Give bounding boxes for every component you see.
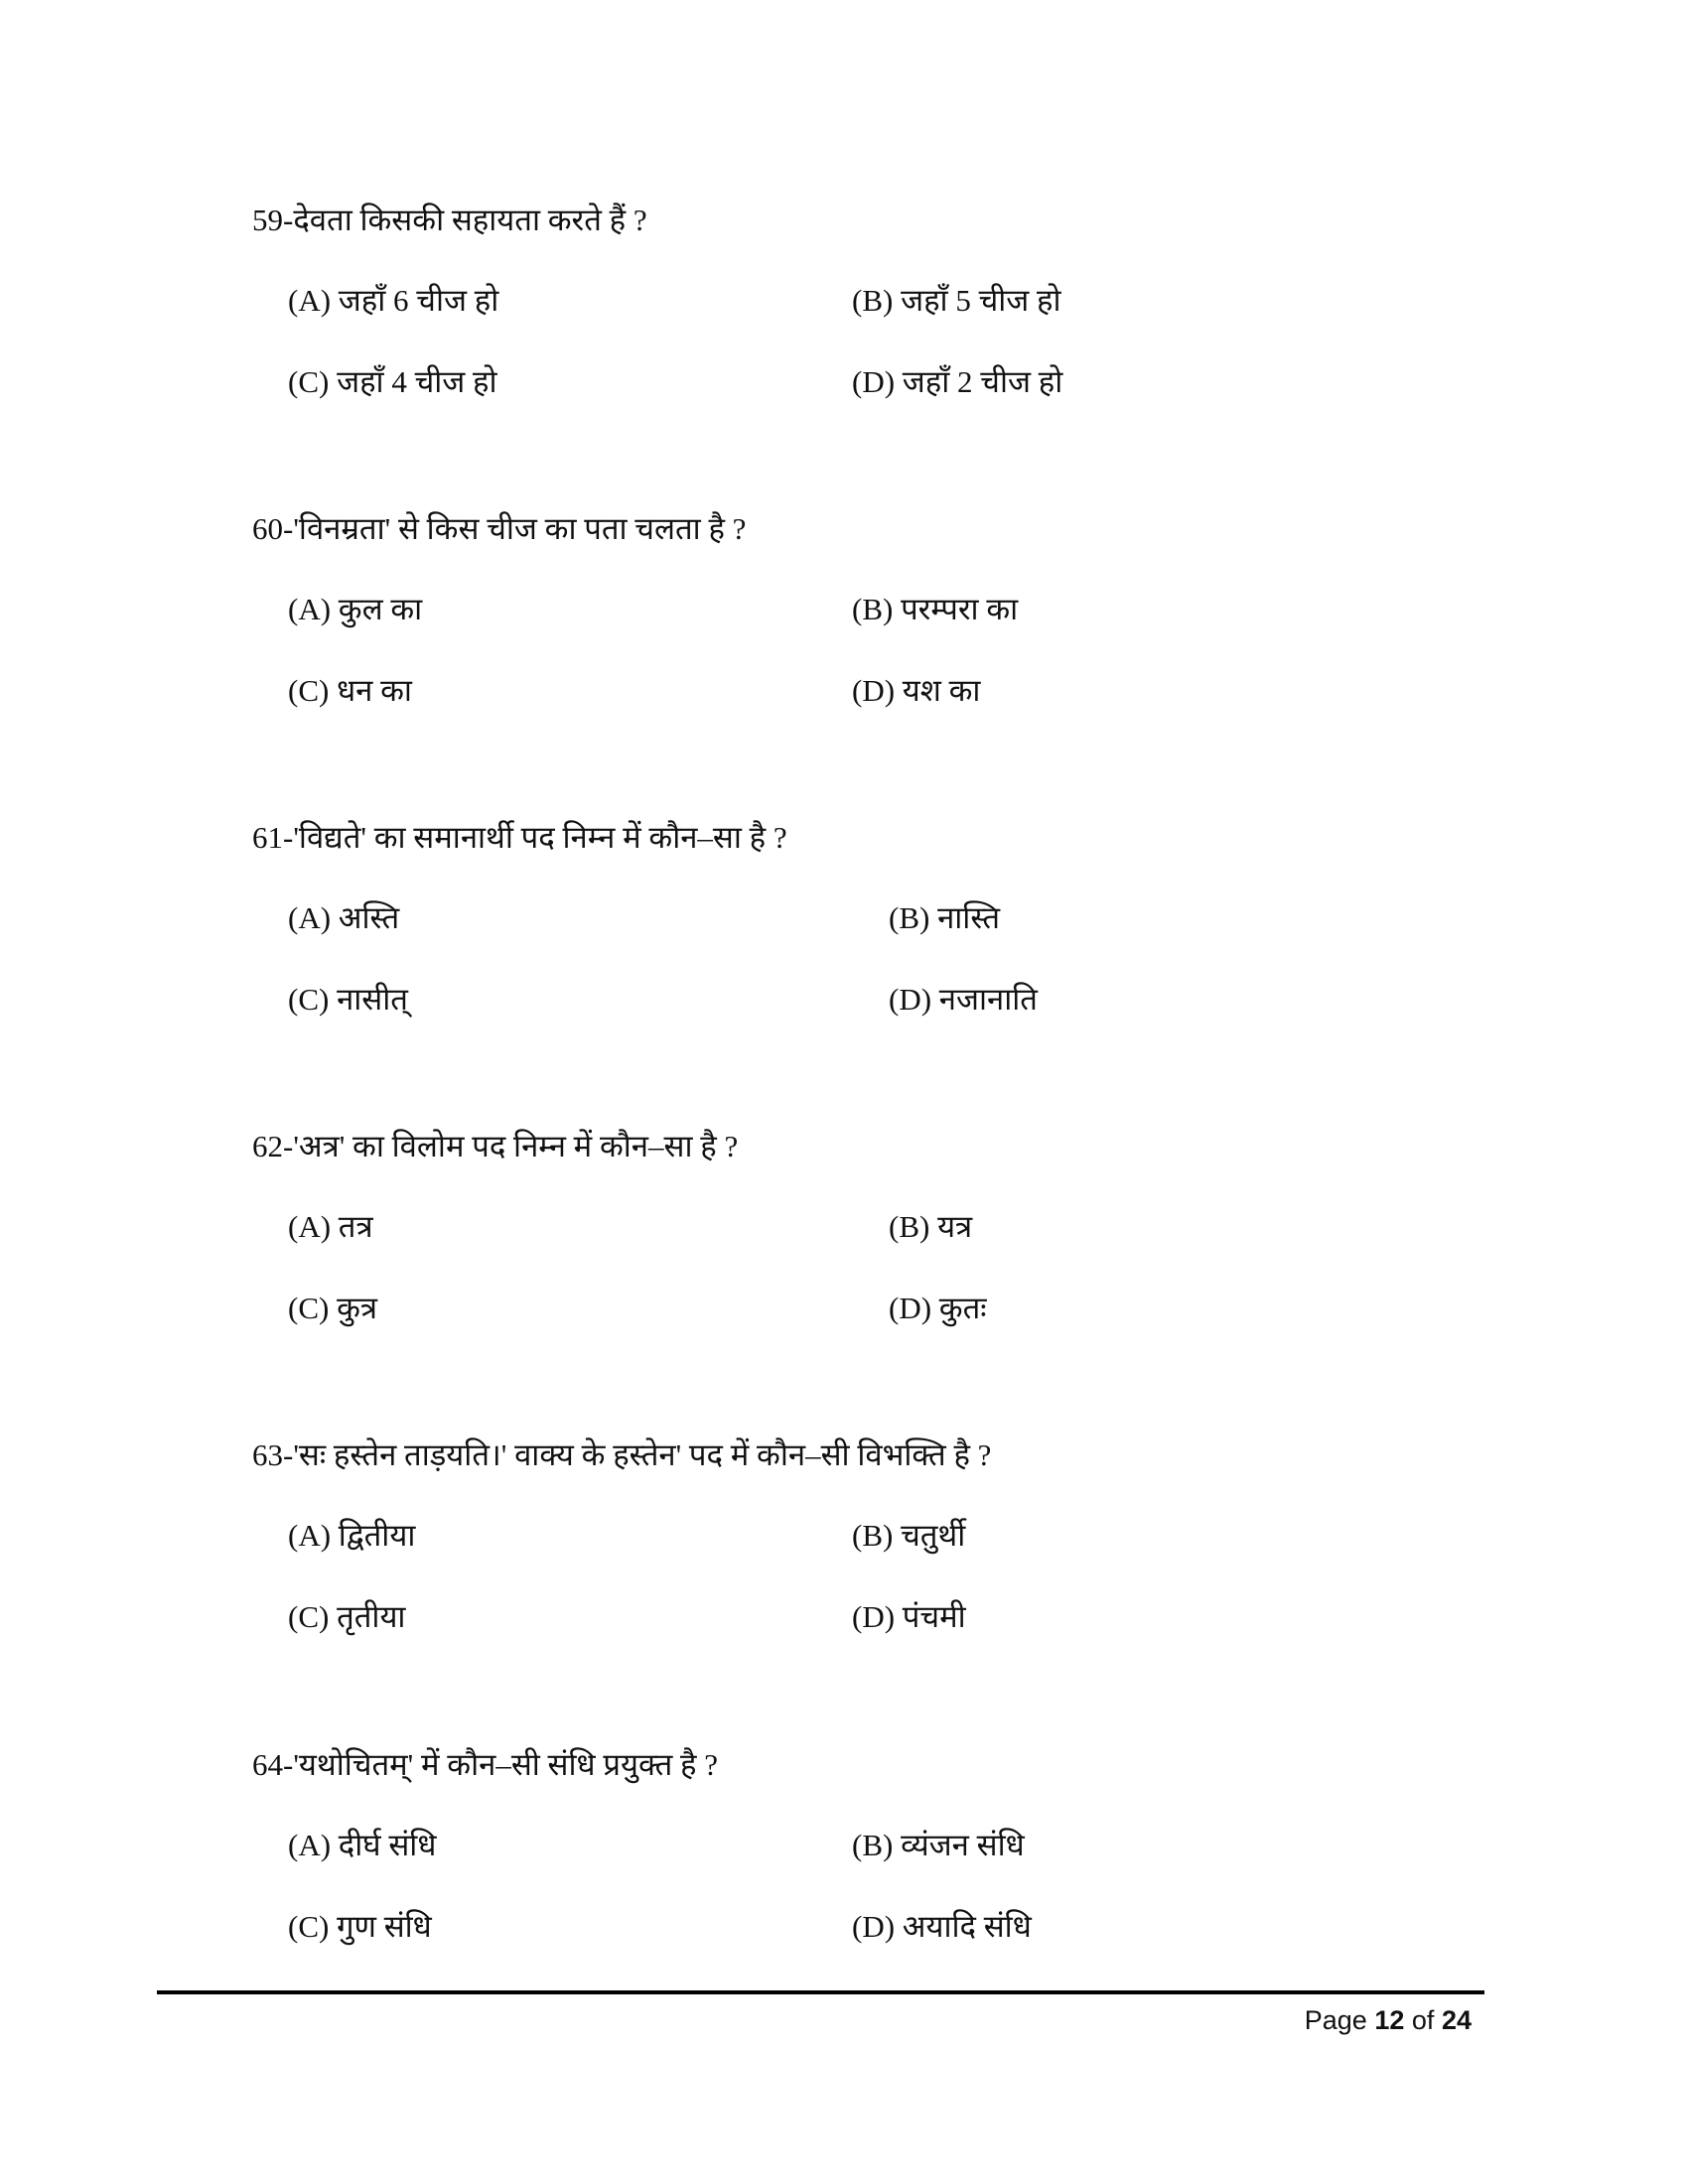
option-b: (B) नास्ति xyxy=(889,900,1001,935)
option-c: (C) तृतीया xyxy=(288,1599,406,1634)
option-c: (C) नासीत् xyxy=(288,982,408,1017)
option-b: (B) यत्र xyxy=(889,1209,973,1244)
question-text: 59-देवता किसकी सहायता करते हैं ? xyxy=(252,203,647,237)
option-a: (A) कुल का xyxy=(288,592,423,626)
option-a: (A) द्वितीया xyxy=(288,1518,416,1553)
option-d: (D) जहाँ 2 चीज हो xyxy=(852,364,1063,399)
option-a: (A) जहाँ 6 चीज हो xyxy=(288,283,499,318)
option-d: (D) यश का xyxy=(852,673,981,708)
option-b: (B) जहाँ 5 चीज हो xyxy=(852,283,1061,318)
option-c: (C) जहाँ 4 चीज हो xyxy=(288,364,497,399)
question-text: 63-'सः हस्तेन ताड़यति।' वाक्य के हस्तेन' पद में कौन–सी विभक्ति है ? xyxy=(252,1437,992,1472)
option-d: (D) नजानाति xyxy=(889,982,1038,1017)
option-c: (C) गुण संधि xyxy=(288,1909,432,1944)
option-b: (B) चतुर्थी xyxy=(852,1518,966,1553)
footer-divider xyxy=(157,1990,1484,1994)
option-d: (D) अयादि संधि xyxy=(852,1909,1032,1944)
page-current: 12 xyxy=(1374,2005,1405,2035)
option-a: (A) दीर्घ संधि xyxy=(288,1828,437,1862)
question-text: 64-'यथोचितम्' में कौन–सी संधि प्रयुक्त है ? xyxy=(252,1747,718,1782)
option-d: (D) कुतः xyxy=(889,1291,987,1325)
of-label: of xyxy=(1411,2005,1435,2035)
page-total: 24 xyxy=(1441,2005,1472,2035)
option-b: (B) व्यंजन संधि xyxy=(852,1828,1025,1862)
question-text: 61-'विद्यते' का समानार्थी पद निम्न में कौन–सा है ? xyxy=(252,820,787,855)
option-b: (B) परम्परा का xyxy=(852,592,1019,626)
option-a: (A) तत्र xyxy=(288,1209,373,1244)
question-text: 60-'विनम्रता' से किस चीज का पता चलता है ? xyxy=(252,511,747,546)
option-a: (A) अस्ति xyxy=(288,900,400,935)
option-c: (C) कुत्र xyxy=(288,1291,377,1325)
option-d: (D) पंचमी xyxy=(852,1599,966,1634)
option-c: (C) धन का xyxy=(288,673,412,708)
page-label: Page xyxy=(1304,2005,1367,2035)
question-text: 62-'अत्र' का विलोम पद निम्न में कौन–सा है ? xyxy=(252,1129,739,1163)
page-number xyxy=(1305,2003,1472,2037)
